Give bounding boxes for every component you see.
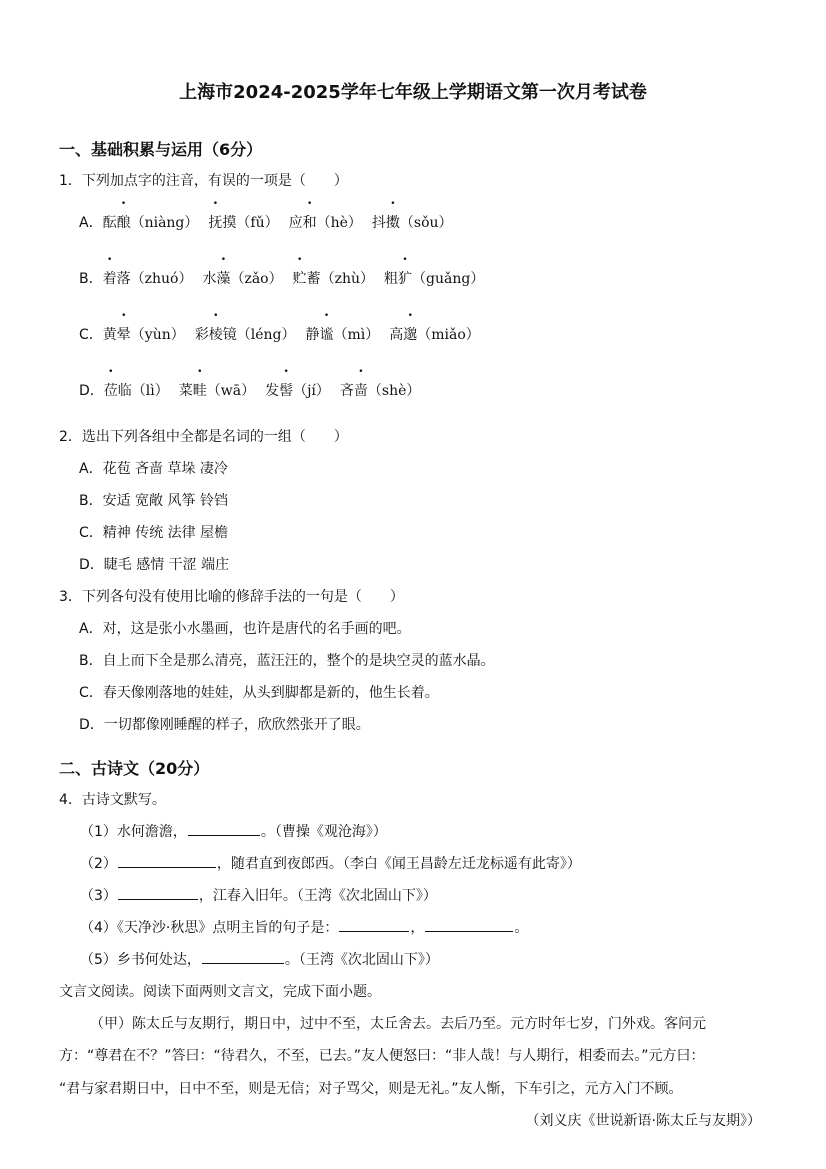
pinyin: （hè） (316, 215, 362, 231)
pinyin: （yùn） (130, 327, 185, 343)
reading-citation: （刘义庆《世说新语·陈太丘与友期》） (525, 1113, 761, 1129)
word-with-pinyin: 酝酿（niàng） (103, 215, 199, 231)
question-2-option-a: A．花苞 吝啬 草垛 凄冷 (79, 461, 228, 477)
answer-blank[interactable] (339, 917, 409, 932)
word-with-pinyin: 黄晕（yùn） (103, 327, 185, 343)
dictation-item-1 (80, 821, 387, 841)
pinyin: （wā） (206, 383, 256, 399)
question-1-option-c (79, 324, 480, 344)
answer-blank[interactable] (188, 821, 260, 836)
emphasized-character: 藻 (216, 271, 231, 287)
word-with-pinyin: 彩棱镜（léng） (195, 327, 296, 343)
emphasized-character: 髻 (279, 383, 294, 399)
answer-blank[interactable] (118, 885, 198, 900)
dictation-text: ， (410, 920, 425, 936)
emphasized-character: 酿 (116, 215, 131, 231)
word-with-pinyin: 抚摸（fǔ） (208, 215, 278, 231)
dictation-item-5 (80, 949, 439, 969)
word-with-pinyin: 抖擞（sǒu） (372, 215, 453, 231)
answer-blank[interactable] (118, 853, 216, 868)
dictation-text: 。 (514, 920, 529, 936)
reading-passage-line-3: “君与家君期日中，日中不至，则是无信；对子骂父，则是无礼。”友人惭，下车引之，元方入门不顾。 (59, 1081, 683, 1097)
dictation-text: 。（王湾《次北固山下》） (284, 952, 439, 968)
word-with-pinyin: 菜畦（wā） (179, 383, 255, 399)
emphasized-character: 棱 (208, 327, 223, 343)
page-title: 上海市2024-2025学年七年级上学期语文第一次月考试卷 (179, 82, 647, 103)
question-3-stem: 3．下列各句没有使用比喻的修辞手法的一句是（ ） (59, 589, 404, 605)
emphasized-character: 晕 (116, 327, 131, 343)
dictation-text: （1）水何澹澹， (80, 824, 187, 840)
dictation-text: ，随君直到夜郎西。（李白《闻王昌龄左迁龙标遥有此寄》） (216, 856, 581, 872)
answer-blank[interactable] (425, 917, 513, 932)
pinyin: （lì） (131, 383, 169, 399)
question-4-stem: 4．古诗文默写。 (59, 792, 166, 808)
option-label: B． (79, 271, 103, 287)
dictation-text: （2） (80, 856, 117, 872)
word-with-pinyin: 吝啬（shè） (340, 383, 421, 399)
question-1-option-a (79, 212, 453, 232)
pinyin: （niàng） (130, 215, 199, 231)
pinyin: （zǎo） (230, 271, 283, 287)
pinyin: （jí） (293, 383, 330, 399)
word-with-pinyin: 发髻（jí） (265, 383, 330, 399)
emphasized-character: 谧 (319, 327, 334, 343)
question-1-option-d (79, 380, 420, 400)
question-2-stem: 2．选出下列各组中全都是名词的一组（ ） (59, 429, 348, 445)
word-with-pinyin: 水藻（zǎo） (202, 271, 282, 287)
pinyin: （sǒu） (399, 215, 453, 231)
word-with-pinyin: 贮蓄（zhù） (293, 271, 374, 287)
emphasized-character: 擞 (385, 215, 400, 231)
pinyin: （fǔ） (236, 215, 279, 231)
emphasized-character: 啬 (353, 383, 368, 399)
word-with-pinyin: 应和（hè） (289, 215, 362, 231)
question-1-option-b (79, 268, 484, 288)
word-with-pinyin: 高邈（miǎo） (389, 327, 480, 343)
emphasized-character: 和 (302, 215, 317, 231)
emphasized-character: 贮 (292, 271, 307, 287)
dictation-item-2 (80, 853, 581, 873)
emphasized-character: 抚 (208, 215, 223, 231)
emphasized-character: 着 (102, 271, 117, 287)
emphasized-character: 犷 (398, 271, 413, 287)
dictation-text: 。（曹操《观沧海》） (260, 824, 387, 840)
question-2-option-b: B．安适 宽敞 风筝 铃铛 (79, 493, 228, 509)
question-3-option-a: A．对，这是张小水墨画，也许是唐代的名手画的吧。 (79, 621, 411, 637)
reading-passage-line-1: （甲）陈太丘与友期行，期日中，过中不至，太丘舍去。去后乃至。元方时年七岁，门外戏。客问元 (90, 1016, 706, 1032)
pinyin: （guǎng） (412, 271, 485, 287)
emphasized-character: 莅 (103, 383, 118, 399)
question-2-option-d: D．睫毛 感情 干涩 端庄 (79, 557, 230, 573)
question-1-stem: 1．下列加点字的注音，有误的一项是（ ） (59, 173, 348, 189)
word-with-pinyin: 粗犷（guǎng） (384, 271, 484, 287)
question-3-option-d: D．一切都像刚睡醒的样子，欣欣然张开了眼。 (79, 717, 370, 733)
emphasized-character: 邈 (403, 327, 418, 343)
word-with-pinyin: 着落（zhuó） (103, 271, 193, 287)
pinyin: （shè） (367, 383, 421, 399)
word-with-pinyin: 莅临（lì） (104, 383, 169, 399)
dictation-text: ，江春入旧年。（王湾《次北固山下》） (198, 888, 437, 904)
question-3-option-c: C．春天像刚落地的娃娃，从头到脚都是新的，他生长着。 (79, 685, 439, 701)
option-label: C． (79, 327, 103, 343)
option-label: D． (79, 383, 104, 399)
word-with-pinyin: 静谧（mì） (305, 327, 379, 343)
pinyin: （zhuó） (130, 271, 193, 287)
question-3-option-b: B．自上而下全是那么清亮，蓝汪汪的，整个的是块空灵的蓝水晶。 (79, 653, 495, 669)
dictation-text: （4）《天净沙·秋思》点明主旨的句子是： (80, 920, 339, 936)
pinyin: （léng） (236, 327, 296, 343)
section-heading-basics: 一、基础积累与运用（6分） (59, 140, 263, 159)
dictation-text: （3） (80, 888, 117, 904)
dictation-item-3 (80, 885, 437, 905)
section-heading-poetry: 二、古诗文（20分） (59, 759, 210, 778)
pinyin: （zhù） (320, 271, 375, 287)
question-2-option-c: C．精神 传统 法律 屋檐 (79, 525, 229, 541)
pinyin: （mì） (333, 327, 380, 343)
reading-intro: 文言文阅读。阅读下面两则文言文，完成下面小题。 (59, 984, 381, 1000)
reading-passage-line-2: 方：“尊君在不？”答曰：“待君久，不至，已去。”友人便怒曰：“非人哉！与人期行，相委而去。”元方曰： (59, 1048, 705, 1064)
dictation-text: （5）乡书何处达， (80, 952, 201, 968)
emphasized-character: 畦 (192, 383, 207, 399)
dictation-item-4 (80, 917, 528, 937)
answer-blank[interactable] (202, 949, 284, 964)
option-label: A． (79, 215, 103, 231)
pinyin: （miǎo） (417, 327, 480, 343)
